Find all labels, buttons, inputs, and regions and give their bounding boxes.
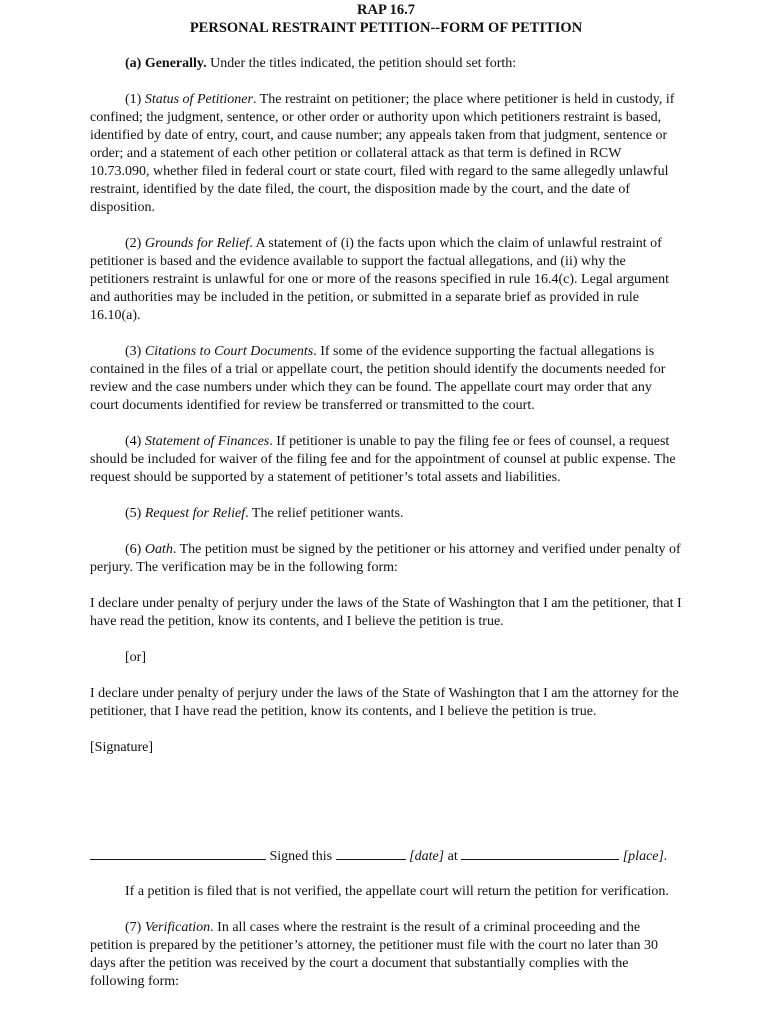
document-page — [90, 0, 682, 757]
place-blank[interactable] — [461, 847, 619, 860]
item-number: (4) — [125, 434, 145, 449]
item-number: (6) — [125, 542, 145, 557]
item-verification — [90, 919, 682, 991]
item-number: (1) — [125, 92, 145, 107]
rule-number: RAP 16.7 — [357, 2, 415, 18]
item-text: . If some of the evidence supporting the factual allegations is contained in the files of a trial or appellate court, the petition should identify the documents needed for review and the case numbers under which they can be found. The appellate court may order that any court documents identified for review be transferred or transmitted to the court. — [90, 344, 666, 413]
item-heading: Grounds for Relief — [144, 236, 250, 251]
item-heading: Citations to Court Documents — [144, 344, 314, 359]
item-request-for-relief — [90, 505, 682, 523]
item-text: . A statement of (i) the facts upon which the claim of unlawful restraint of petitioner is based and the evidence available to support the factual allegations, and (ii) why the petitioners restraint is unlawful for one or more of the reasons specified in rule 16.4(c). Legal argument and authorities may be included in the petition, or submitted in a separate brief as provided in rule 16.10(a). — [90, 236, 669, 323]
item-heading: Request for Relief — [144, 506, 246, 521]
not-verified-paragraph: If a petition is filed that is not verified, the appellate court will return the petition for verification. — [125, 884, 669, 899]
item-grounds-for-relief — [90, 235, 682, 325]
place-label: [place]. — [619, 849, 668, 864]
item-citations — [90, 343, 682, 415]
date-blank[interactable] — [336, 847, 406, 860]
item-text: . In all cases where the restraint is the result of a criminal proceeding and the petition is prepared by the petitioner’s attorney, the petitioner must file with the court no later than 30 days after the petition was received by the court a document that substantially complies with the following form: — [90, 920, 659, 989]
item-number: (5) — [125, 506, 145, 521]
item-text: . If petitioner is unable to pay the filing fee or fees of counsel, a request should be included for waiver of the filing fee and for the appointment of counsel at public expense. The request should be supported by a statement of petitioner’s total assets and liabilities. — [90, 434, 676, 485]
declaration-petitioner: I declare under penalty of perjury under the laws of the State of Washington that I am the petitioner, that I have read the petition, know its contents, and I believe the petition is true. — [90, 596, 682, 629]
item-number: (2) — [125, 236, 145, 251]
intro-paragraph — [90, 55, 682, 73]
document-page-continued — [90, 883, 682, 991]
at-text: at — [444, 849, 462, 864]
intro-label: (a) Generally. — [125, 56, 207, 71]
item-heading: Status of Petitioner — [144, 92, 253, 107]
item-status-of-petitioner — [90, 91, 682, 217]
item-text: . The petition must be signed by the petitioner or his attorney and verified under penalty of perjury. The verification may be in the following form: — [90, 542, 681, 575]
item-heading: Oath — [144, 542, 173, 557]
item-heading: Verification — [144, 920, 211, 935]
item-oath — [90, 541, 682, 577]
item-text: . The restraint on petitioner; the place where petitioner is held in custody, if confined; the judgment, sentence, or other order or authority upon which petitioners restraint is based, identified by date of entry, court, and cause number; any appeals taken from that judgment, sentence or order; and a statement of each other petition or collateral attack as that term is defined in RCW 10.73.090, whether filed in federal court or state court, filed with regard to the same allegedly unlawful restraint, identified by the date filed, the court, the disposition made by the court, and the date of disposition. — [90, 92, 675, 215]
item-statement-of-finances — [90, 433, 682, 487]
intro-text: Under the titles indicated, the petition should set forth: — [206, 56, 517, 71]
item-text: . The relief petitioner wants. — [245, 506, 404, 521]
signature-blank[interactable] — [90, 847, 266, 860]
date-label: [date] — [405, 849, 445, 864]
signature-label: [Signature] — [90, 740, 153, 755]
item-heading: Statement of Finances — [144, 434, 270, 449]
declaration-attorney: I declare under penalty of perjury under the laws of the State of Washington that I am the attorney for the petitioner, that I have read the petition, know its contents, and I believe the petition is true. — [90, 686, 679, 719]
or-separator: [or] — [125, 650, 146, 665]
item-number: (7) — [125, 920, 145, 935]
page-title: PERSONAL RESTRAINT PETITION--FORM OF PETITION — [189, 20, 583, 36]
item-number: (3) — [125, 344, 145, 359]
signature-line — [90, 847, 690, 866]
signed-this-text: Signed this — [266, 849, 336, 864]
